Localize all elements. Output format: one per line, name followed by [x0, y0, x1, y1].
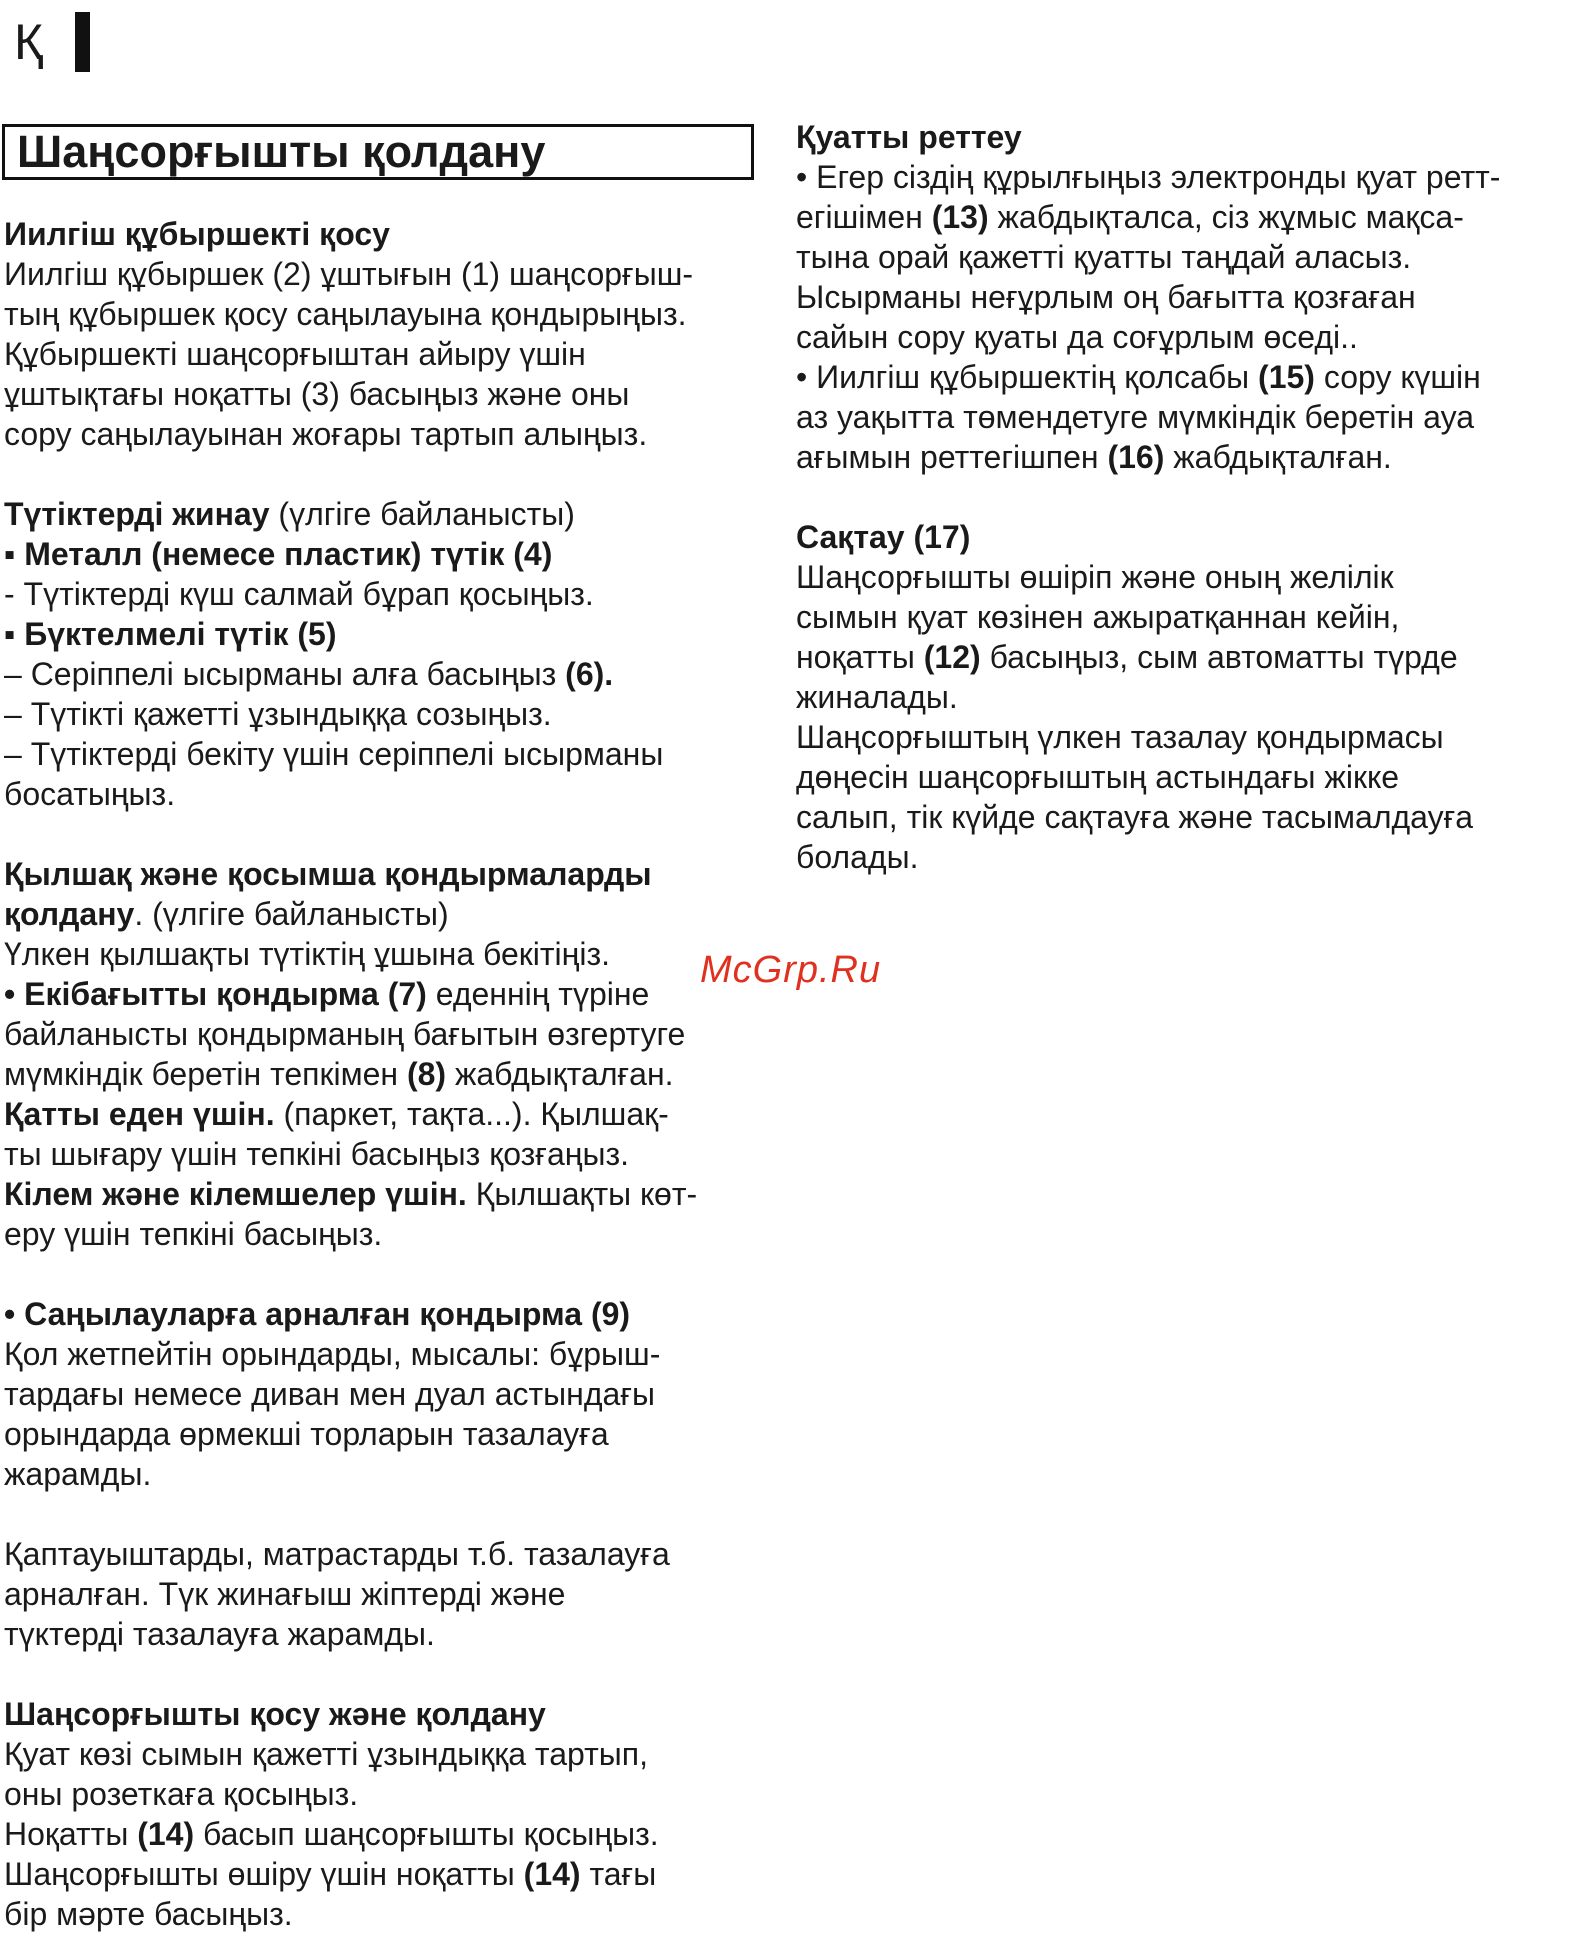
- text-line: егішімен: [796, 199, 932, 235]
- text-line: жиналады.: [796, 679, 958, 715]
- section-heading: Қылшақ және қосымша қондырмаларды: [4, 856, 652, 892]
- text-line: (паркет, тақта...). Қылшақ-: [274, 1096, 669, 1132]
- text-line: сору саңылауынан жоғары тартып алыңыз.: [4, 416, 648, 452]
- text-line: мүмкіндік беретін тепкімен: [4, 1056, 407, 1092]
- section-switch-on-use: [4, 1694, 764, 1934]
- text-line: ноқатты: [796, 639, 924, 675]
- section-tube-assembly: [4, 494, 764, 814]
- text-line: Қуат көзі сымын қажетті ұзындыққа тартып,: [4, 1736, 648, 1772]
- text-line: тардағы немесе диван мен дуал астындағы: [4, 1376, 655, 1412]
- text-line: жабдықталған.: [1164, 439, 1392, 475]
- ref-number: (8): [406, 1056, 447, 1092]
- inline-heading: Кілем және кілемшелер үшін.: [4, 1176, 467, 1212]
- text-line: Үлкен қылшақты түтіктің ұшына бекітіңіз.: [4, 936, 610, 972]
- text-line: • Егер сіздің құрылғыңыз электронды қуат ретт-: [796, 159, 1501, 195]
- text-line: сайын сору қуаты да соғұрлым өседі..: [796, 319, 1358, 355]
- text-line: дөңесін шаңсорғыштың астындағы жікке: [796, 759, 1400, 795]
- text-line: тың құбыршек қосу саңылауына қондырыңыз.: [4, 296, 687, 332]
- ref-number: (14): [137, 1816, 195, 1852]
- text-line: салып, тік күйде сақтауға және тасымалдауға: [796, 799, 1474, 835]
- text-line: оны розеткаға қосыңыз.: [4, 1776, 359, 1812]
- language-mark: Қ: [14, 14, 44, 70]
- text-line: тына орай қажетті қуатты таңдай аласыз.: [796, 239, 1412, 275]
- right-column: [796, 117, 1586, 877]
- text-line: • Иилгіш құбыршектің қолсабы: [796, 359, 1259, 395]
- section-hose-connection: [4, 214, 764, 454]
- section-heading: қолдану: [4, 896, 135, 932]
- section-heading: Шаңсорғышты қосу және қолдану: [4, 1696, 546, 1732]
- text-line: сымын қуат көзінен ажыратқаннан кейін,: [796, 599, 1400, 635]
- ref-number: (6).: [565, 656, 614, 692]
- section-crevice-tool: [4, 1294, 764, 1494]
- text-line: орындарда өрмекші торларын тазалауға: [4, 1416, 609, 1452]
- text-line: - Түтіктерді күш салмай бұрап қосыңыз.: [4, 576, 594, 612]
- text-line: Құбыршекті шаңсорғыштан айыру үшін: [4, 336, 586, 372]
- ref-number: (16): [1107, 439, 1165, 475]
- text-line: тағы: [580, 1856, 657, 1892]
- text-line: жарамды.: [4, 1456, 152, 1492]
- text-line: Шаңсорғышты өшіру үшін ноқатты: [4, 1856, 524, 1892]
- text-line: босатыңыз.: [4, 776, 176, 812]
- heading-note: . (үлгіге байланысты): [134, 896, 449, 932]
- text-line: еденнің түріне: [426, 976, 650, 1012]
- text-line: – Түтікті қажетті ұзындыққа созыңыз.: [4, 696, 552, 732]
- text-line: Қол жетпейтін орындарды, мысалы: бұрыш-: [4, 1336, 661, 1372]
- text-line: еру үшін тепкіні басыңыз.: [4, 1216, 383, 1252]
- bullet-heading: ▪ Металл (немесе пластик) түтік (4): [4, 536, 553, 572]
- text-line: аз уақытта төмендетуге мүмкіндік беретін ауа: [796, 399, 1475, 435]
- text-line: Қаптауыштарды, матрастарды т.б. тазалауға: [4, 1536, 670, 1572]
- section-power-regulation: [796, 117, 1586, 477]
- section-heading: Иилгіш құбыршекті қосу: [4, 216, 390, 252]
- section-storage: [796, 517, 1586, 877]
- left-column: [4, 214, 764, 1934]
- text-line: ты шығару үшін тепкіні басыңыз қозғаңыз.: [4, 1136, 629, 1172]
- bullet-heading: • Саңылауларға арналған қондырма (9): [4, 1296, 631, 1332]
- text-line: – Түтіктерді бекіту үшін серіппелі ысырманы: [4, 736, 664, 772]
- text-line: жабдықталса, сіз жұмыс мақса-: [988, 199, 1464, 235]
- text-line: сору күшін: [1314, 359, 1481, 395]
- ref-number: (14): [523, 1856, 581, 1892]
- language-mark-bar: [75, 12, 90, 72]
- text-line: ағымын реттегішпен: [796, 439, 1108, 475]
- bullet-heading: ▪ Бүктелмелі түтік (5): [4, 616, 337, 652]
- text-line: басыңыз, сым автоматты түрде: [980, 639, 1458, 675]
- inline-heading: Қатты еден үшін.: [4, 1096, 275, 1132]
- page-title: Шаңсорғышты қолдану: [2, 124, 754, 180]
- text-line: ұштықтағы ноқатты (3) басыңыз және оны: [4, 376, 630, 412]
- text-line: жабдықталған.: [446, 1056, 674, 1092]
- heading-note: (үлгіге байланысты): [269, 496, 575, 532]
- text-line: Шаңсорғышты өшіріп және оның желілік: [796, 559, 1394, 595]
- text-line: Шаңсорғыштың үлкен тазалау қондырмасы: [796, 719, 1444, 755]
- section-heading: Сақтау (17): [796, 519, 971, 555]
- section-heading: Түтіктерді жинау: [4, 496, 270, 532]
- bullet-heading: • Екібағытты қондырма (7): [4, 976, 427, 1012]
- section-upholstery-tool: [4, 1534, 764, 1654]
- ref-number: (13): [931, 199, 989, 235]
- watermark: McGrp.Ru: [700, 949, 882, 991]
- section-brush-attachments: [4, 854, 764, 1254]
- text-line: болады.: [796, 839, 919, 875]
- text-line: арналған. Түк жинағыш жіптерді және: [4, 1576, 566, 1612]
- text-line: Ноқатты: [4, 1816, 138, 1852]
- ref-number: (15): [1258, 359, 1315, 395]
- text-line: – Серіппелі ысырманы алға басыңыз: [4, 656, 566, 692]
- text-line: Қылшақты көт-: [466, 1176, 698, 1212]
- text-line: Ысырманы неғұрлым оң бағытта қозғаған: [796, 279, 1416, 315]
- text-line: байланысты қондырманың бағытын өзгертуге: [4, 1016, 686, 1052]
- text-line: түктерді тазалауға жарамды.: [4, 1616, 435, 1652]
- text-line: бір мәрте басыңыз.: [4, 1896, 293, 1932]
- section-heading: Қуатты реттеу: [796, 119, 1022, 155]
- ref-number: (12): [923, 639, 981, 675]
- text-line: басып шаңсорғышты қосыңыз.: [194, 1816, 659, 1852]
- text-line: Иилгіш құбыршек (2) ұштығын (1) шаңсорғыш-: [4, 256, 694, 292]
